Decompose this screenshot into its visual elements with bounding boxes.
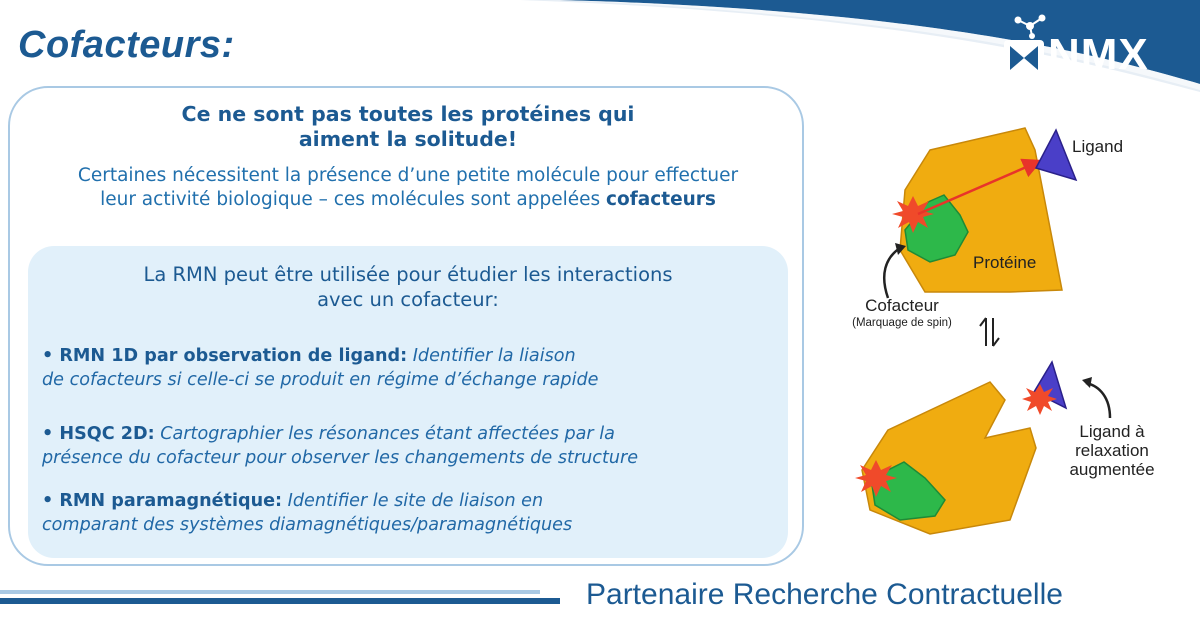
bullet-title: • HSQC 2D: (42, 424, 155, 444)
footer-tagline: Partenaire Recherche Contractuelle (586, 578, 1063, 611)
intro-keyword: cofacteurs (606, 189, 716, 210)
info-card (8, 86, 804, 566)
nmr-panel (28, 246, 788, 558)
ligand-relax-line-1: Ligand à (1079, 422, 1145, 441)
bullet-desc: Identifier le site de liaison en (287, 491, 544, 511)
headline-line-1: Ce ne sont pas toutes les protéines qui (181, 102, 635, 126)
card-headline (10, 102, 806, 152)
panel-intro-line-1: La RMN peut être utilisée pour étudier les interactions (143, 263, 673, 286)
logo-text: NMX (1048, 30, 1149, 79)
headline-line-2: aiment la solitude! (298, 127, 518, 151)
nmx-mark-icon (1004, 40, 1044, 76)
equilibrium-arrows-icon (980, 318, 999, 346)
bullet-desc: Cartographier les résonances étant affectées par la (160, 424, 615, 444)
cofactor-label: Cofacteur (865, 296, 939, 315)
bullet-desc-cont: comparant des systèmes diamagnétiques/paramagnétiques (42, 515, 573, 535)
ligand-shape-top (1036, 130, 1076, 180)
cofactor-sublabel: (Marquage de spin) (852, 317, 952, 329)
ligand-relax-line-3: augmentée (1069, 460, 1155, 479)
bullet-item (42, 344, 782, 392)
bullet-item (42, 489, 782, 537)
footer-lines (0, 586, 560, 610)
bullet-title: • RMN paramagnétique: (42, 491, 283, 511)
molecule-icon (1015, 15, 1046, 40)
ligand-pointer-arrow (1086, 383, 1110, 418)
protein-label: Protéine (973, 253, 1037, 272)
intro-line-1: Certaines nécessitent la présence d’une petite molécule pour effectuer (77, 165, 739, 186)
spin-label-star-ligand (1022, 384, 1057, 415)
panel-intro (28, 262, 788, 312)
cofactor-diagram (820, 100, 1200, 560)
ligand-label: Ligand (1072, 137, 1124, 156)
page-title: Cofacteurs: (18, 24, 235, 66)
bullet-title: • RMN 1D par observation de ligand: (42, 346, 408, 366)
bullet-item (42, 422, 782, 470)
intro-line-2-text: leur activité biologique – ces molécules sont appelées (100, 189, 607, 210)
ligand-relax-line-2: relaxation (1075, 441, 1149, 460)
cofactor-pointer-arrow (884, 248, 900, 298)
card-intro (10, 164, 806, 212)
bullet-desc: Identifier la liaison (412, 346, 576, 366)
bullet-desc-cont: de cofacteurs si celle-ci se produit en régime d’échange rapide (42, 370, 599, 390)
intro-line-2 (10, 188, 806, 212)
panel-intro-line-2: avec un cofacteur: (317, 288, 499, 311)
bullet-desc-cont: présence du cofacteur pour observer les changements de structure (42, 448, 639, 468)
